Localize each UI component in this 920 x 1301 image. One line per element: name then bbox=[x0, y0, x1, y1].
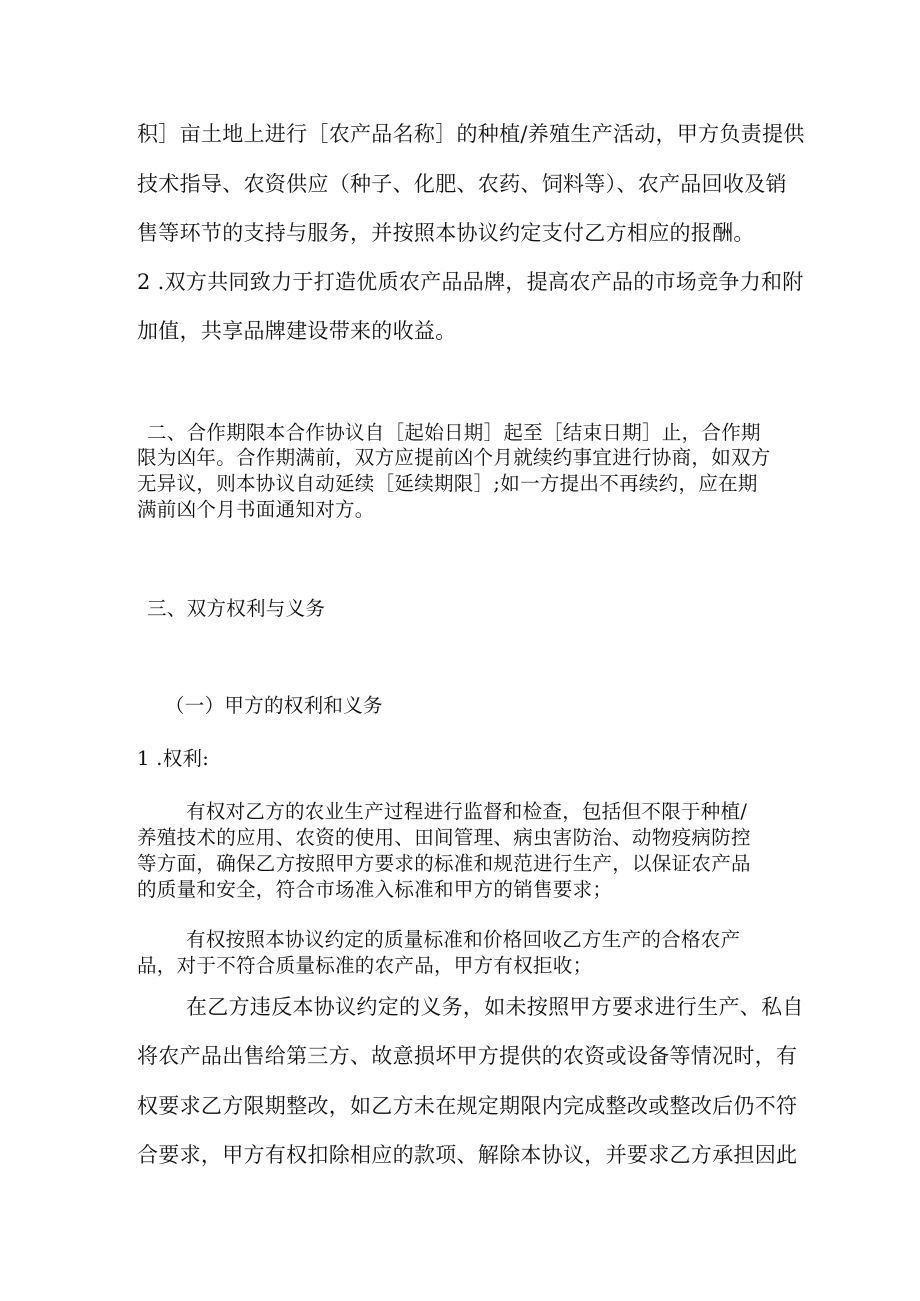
section-3-heading: 三、双方权利与义务 bbox=[147, 597, 326, 620]
paragraph-line: 积］亩土地上进行［农产品名称］的种植/养殖生产活动，甲方负责提供 bbox=[137, 122, 805, 146]
rights-label: 1 .权利: bbox=[137, 747, 210, 770]
paragraph-line: 售等环节的支持与服务，并按照本协议约定支付乙方相应的报酬。 bbox=[137, 221, 755, 245]
rights-paragraph-3-line: 权要求乙方限期整改，如乙方未在规定期限内完成整改或整改后仍不符 bbox=[137, 1094, 798, 1118]
section-2-line: 限为凶年。合作期满前，双方应提前凶个月就续约事宜进行协商，如双方 bbox=[137, 446, 771, 469]
rights-paragraph-3-line: 将农产品出售给第三方、故意损坏甲方提供的农资或设备等情况时，有 bbox=[137, 1044, 798, 1068]
rights-paragraph-1-line: 的质量和安全，符合市场准入标准和甲方的销售要求； bbox=[137, 878, 613, 901]
list-item-2-line: 2 .双方共同致力于打造优质农产品品牌，提高农产品的市场竞争力和附 bbox=[137, 270, 804, 294]
rights-paragraph-3-line: 在乙方违反本协议约定的义务，如未按照甲方要求进行生产、私自 bbox=[186, 995, 804, 1019]
rights-paragraph-1-line: 等方面，确保乙方按照甲方要求的标准和规范进行生产，以保证农产品 bbox=[137, 852, 751, 875]
rights-paragraph-1-line: 有权对乙方的农业生产过程进行监督和检查，包括但不限于种植/ bbox=[186, 800, 748, 823]
rights-paragraph-3-line: 合要求，甲方有权扣除相应的款项、解除本协议，并要求乙方承担因此 bbox=[137, 1143, 798, 1167]
paragraph-line: 技术指导、农资供应（种子、化肥、农药、饲料等）、农产品回收及销 bbox=[137, 172, 787, 196]
list-item-2-line: 加值，共享品牌建设带来的收益。 bbox=[137, 319, 457, 343]
rights-paragraph-2-line: 品，对于不符合质量标准的农产品，甲方有权拒收； bbox=[137, 954, 593, 977]
rights-paragraph-2-line: 有权按照本协议约定的质量标准和价格回收乙方生产的合格农产 bbox=[186, 928, 741, 951]
rights-paragraph-1-line: 养殖技术的应用、农资的使用、田间管理、病虫害防治、动物疫病防控 bbox=[137, 826, 751, 849]
section-2-line: 无异议，则本协议自动延续［延续期限］;如一方提出不再续约，应在期 bbox=[137, 472, 758, 495]
section-2-line: 满前凶个月书面通知对方。 bbox=[137, 498, 375, 521]
section-2-line: 二、合作期限本合作协议自［起始日期］起至［结束日期］止，合作期 bbox=[147, 421, 761, 444]
subsection-heading: （一）甲方的权利和义务 bbox=[165, 694, 383, 717]
